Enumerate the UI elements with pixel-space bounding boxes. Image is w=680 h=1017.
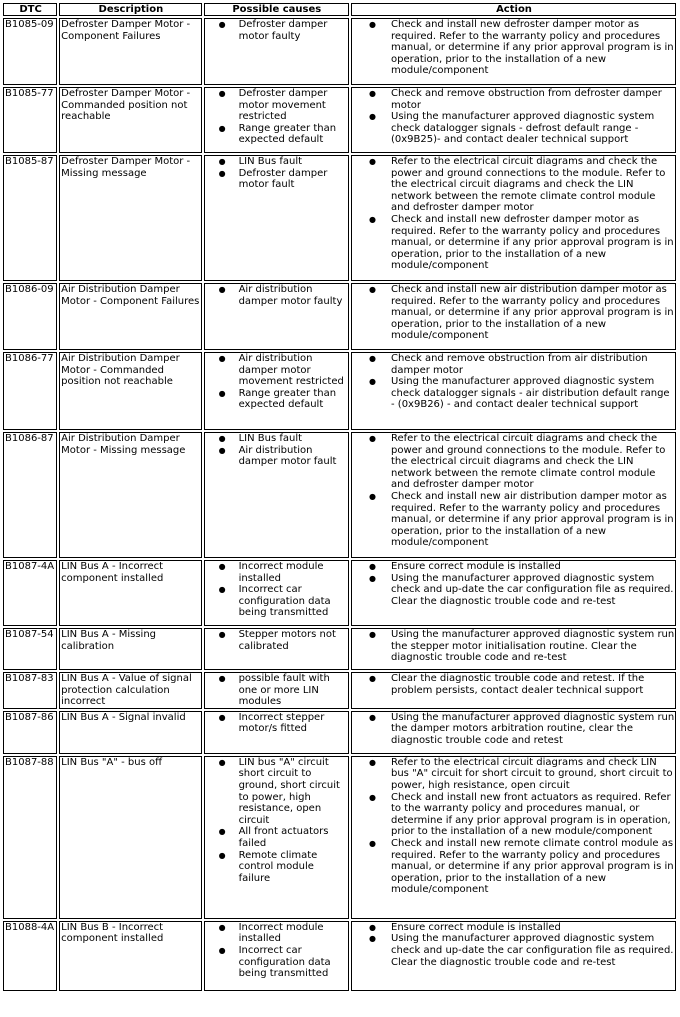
possible-causes-cell <box>204 921 349 991</box>
dtc-code: B1087-88 <box>3 756 57 919</box>
possible-cause-item: ● Incorrect module installed <box>239 922 348 945</box>
possible-causes-list <box>206 629 348 652</box>
action-list <box>353 561 675 607</box>
action-item: ● Clear the diagnostic trouble code and retest. If the problem persists, contact dealer technical support <box>391 673 675 696</box>
possible-causes-list <box>206 19 348 42</box>
action-list <box>353 284 675 342</box>
dtc-description: Defroster Damper Motor - Commanded position not reachable <box>59 87 201 153</box>
dtc-table-body <box>3 18 676 991</box>
possible-causes-list <box>206 433 348 468</box>
dtc-description: Air Distribution Damper Motor - Missing message <box>59 432 201 558</box>
dtc-code: B1085-77 <box>3 87 57 153</box>
action-item: ● Check and remove obstruction from air distribution damper motor <box>391 353 675 376</box>
action-cell <box>351 628 676 670</box>
dtc-code: B1085-87 <box>3 155 57 281</box>
possible-causes-cell <box>204 628 349 670</box>
possible-cause-item: ● Incorrect stepper motor/s fitted <box>239 712 348 735</box>
action-list <box>353 712 675 747</box>
header-dtc: DTC <box>3 3 57 16</box>
header-row <box>3 3 676 16</box>
dtc-description: LIN Bus B - Incorrect component installed <box>59 921 201 991</box>
table-row <box>3 283 676 350</box>
table-row <box>3 672 676 709</box>
action-item: ● Using the manufacturer approved diagnostic system run the stepper motor initialisation routine. Clear the diagnostic trouble code and re-test <box>391 629 675 664</box>
action-cell <box>351 432 676 558</box>
dtc-code: B1087-4A <box>3 560 57 626</box>
table-row <box>3 921 676 991</box>
action-item: ● Using the manufacturer approved diagnostic system check and up-date the car configuration file as required. Clear the diagnostic trouble code and re-test <box>391 933 675 968</box>
header-description: Description <box>59 3 201 16</box>
header-action: Action <box>351 3 676 16</box>
action-list <box>353 19 675 77</box>
action-item: ● Check and install new defroster damper motor as required. Refer to the warranty policy and procedures manual, or determine if any prior approval program is in operation, prior to the installation of a new module/component <box>391 19 675 77</box>
action-cell <box>351 283 676 350</box>
table-row <box>3 352 676 430</box>
possible-cause-item: ● Stepper motors not calibrated <box>239 629 348 652</box>
action-item: ● Ensure correct module is installed <box>391 922 675 934</box>
action-cell <box>351 18 676 85</box>
table-row <box>3 711 676 754</box>
possible-causes-cell <box>204 756 349 919</box>
possible-causes-list <box>206 156 348 191</box>
action-item: ● Check and install new air distribution damper motor as required. Refer to the warranty policy and procedures manual, or determine if any prior approval program is in operation, prior to the installation of a new module/component <box>391 491 675 549</box>
possible-causes-list <box>206 712 348 735</box>
possible-cause-item: ● LIN bus "A" circuit short circuit to ground, short circuit to power, high resistance, open circuit <box>239 757 348 827</box>
action-item: ● Check and install new defroster damper motor as required. Refer to the warranty policy and procedures manual, or determine if any prior approval program is in operation, prior to the installation of a new module/component <box>391 214 675 272</box>
dtc-code: B1087-83 <box>3 672 57 709</box>
action-cell <box>351 756 676 919</box>
dtc-description: Air Distribution Damper Motor - Component Failures <box>59 283 201 350</box>
action-cell <box>351 155 676 281</box>
possible-cause-item: ● Defroster damper motor fault <box>239 168 348 191</box>
action-cell <box>351 352 676 430</box>
possible-cause-item: ● Air distribution damper motor movement restricted <box>239 353 348 388</box>
table-row <box>3 18 676 85</box>
dtc-description: LIN Bus A - Value of signal protection calculation incorrect <box>59 672 201 709</box>
possible-cause-item: ● Air distribution damper motor faulty <box>239 284 348 307</box>
dtc-code: B1087-86 <box>3 711 57 754</box>
table-row <box>3 628 676 670</box>
action-item: ● Check and install new front actuators as required. Refer to the warranty policy and procedures manual, or determine if any prior approval program is in operation, prior to the installation of a new module/component <box>391 792 675 838</box>
dtc-description: Defroster Damper Motor - Component Failures <box>59 18 201 85</box>
action-cell <box>351 672 676 709</box>
dtc-description: LIN Bus A - Signal invalid <box>59 711 201 754</box>
dtc-table <box>1 1 678 993</box>
possible-causes-cell <box>204 87 349 153</box>
possible-cause-item: ● Air distribution damper motor fault <box>239 445 348 468</box>
action-item: ● Check and remove obstruction from defroster damper motor <box>391 88 675 111</box>
possible-causes-cell <box>204 672 349 709</box>
possible-causes-cell <box>204 711 349 754</box>
action-list <box>353 88 675 146</box>
possible-cause-item: ● Defroster damper motor faulty <box>239 19 348 42</box>
possible-cause-item: ● possible fault with one or more LIN modules <box>239 673 348 708</box>
action-item: ● Using the manufacturer approved diagnostic system check datalogger signals - air distribution default range - (0x9B26) - and contact dealer technical support <box>391 376 675 411</box>
action-item: ● Refer to the electrical circuit diagrams and check LIN bus "A" circuit for short circuit to ground, short circuit to power, high resistance, open circuit <box>391 757 675 792</box>
possible-cause-item: ● Incorrect car configuration data being transmitted <box>239 584 348 619</box>
possible-cause-item: ● Range greater than expected default <box>239 123 348 146</box>
action-item: ● Ensure correct module is installed <box>391 561 675 573</box>
dtc-code: B1087-54 <box>3 628 57 670</box>
action-cell <box>351 921 676 991</box>
dtc-description: LIN Bus A - Incorrect component installed <box>59 560 201 626</box>
possible-causes-cell <box>204 283 349 350</box>
action-item: ● Check and install new air distribution damper motor as required. Refer to the warranty policy and procedures manual, or determine if any prior approval program is in operation, prior to the installation of a new module/component <box>391 284 675 342</box>
dtc-code: B1088-4A <box>3 921 57 991</box>
possible-causes-list <box>206 284 348 307</box>
possible-causes-cell <box>204 352 349 430</box>
possible-causes-cell <box>204 18 349 85</box>
action-list <box>353 156 675 272</box>
action-list <box>353 757 675 896</box>
action-list <box>353 353 675 411</box>
table-row <box>3 87 676 153</box>
possible-causes-cell <box>204 432 349 558</box>
header-possible-causes: Possible causes <box>204 3 349 16</box>
action-item: ● Using the manufacturer approved diagnostic system check and up-date the car configuration file as required. Clear the diagnostic trouble code and re-test <box>391 573 675 608</box>
action-item: ● Using the manufacturer approved diagnostic system run the damper motors arbitration routine, clear the diagnostic trouble code and retest <box>391 712 675 747</box>
dtc-description: LIN Bus A - Missing calibration <box>59 628 201 670</box>
possible-cause-item: ● LIN Bus fault <box>239 433 348 445</box>
action-cell <box>351 560 676 626</box>
possible-causes-list <box>206 88 348 146</box>
possible-cause-item: ● Range greater than expected default <box>239 388 348 411</box>
action-list <box>353 629 675 664</box>
action-item: ● Check and install new remote climate control module as required. Refer to the warranty policy and procedures manual, or determine if any prior approval program is in operation, prior to the installation of a new module/component <box>391 838 675 896</box>
possible-cause-item: ● Defroster damper motor movement restricted <box>239 88 348 123</box>
dtc-code: B1086-77 <box>3 352 57 430</box>
table-row <box>3 560 676 626</box>
possible-cause-item: ● Remote climate control module failure <box>239 850 348 885</box>
action-cell <box>351 711 676 754</box>
dtc-code: B1086-09 <box>3 283 57 350</box>
possible-causes-list <box>206 353 348 411</box>
possible-cause-item: ● Incorrect module installed <box>239 561 348 584</box>
action-item: ● Refer to the electrical circuit diagrams and check the power and ground connections to the module. Refer to the electrical circuit diagrams and check the LIN network between the remote climate control module and defroster damper motor <box>391 433 675 491</box>
possible-cause-item: ● All front actuators failed <box>239 826 348 849</box>
dtc-code: B1085-09 <box>3 18 57 85</box>
possible-cause-item: ● Incorrect car configuration data being transmitted <box>239 945 348 980</box>
table-row <box>3 756 676 919</box>
possible-cause-item: ● LIN Bus fault <box>239 156 348 168</box>
dtc-code: B1086-87 <box>3 432 57 558</box>
dtc-description: Air Distribution Damper Motor - Commanded position not reachable <box>59 352 201 430</box>
possible-causes-list <box>206 673 348 708</box>
table-row <box>3 155 676 281</box>
possible-causes-list <box>206 561 348 619</box>
action-item: ● Using the manufacturer approved diagnostic system check datalogger signals - defrost default range - (0x9B25)- and contact dealer technical support <box>391 111 675 146</box>
dtc-description: LIN Bus "A" - bus off <box>59 756 201 919</box>
action-list <box>353 673 675 696</box>
dtc-description: Defroster Damper Motor - Missing message <box>59 155 201 281</box>
possible-causes-cell <box>204 155 349 281</box>
possible-causes-list <box>206 757 348 885</box>
action-cell <box>351 87 676 153</box>
action-list <box>353 433 675 549</box>
action-list <box>353 922 675 968</box>
action-item: ● Refer to the electrical circuit diagrams and check the power and ground connections to the module. Refer to the electrical circuit diagrams and check the LIN network between the remote climate control module and defroster damper motor <box>391 156 675 214</box>
possible-causes-cell <box>204 560 349 626</box>
possible-causes-list <box>206 922 348 980</box>
table-row <box>3 432 676 558</box>
